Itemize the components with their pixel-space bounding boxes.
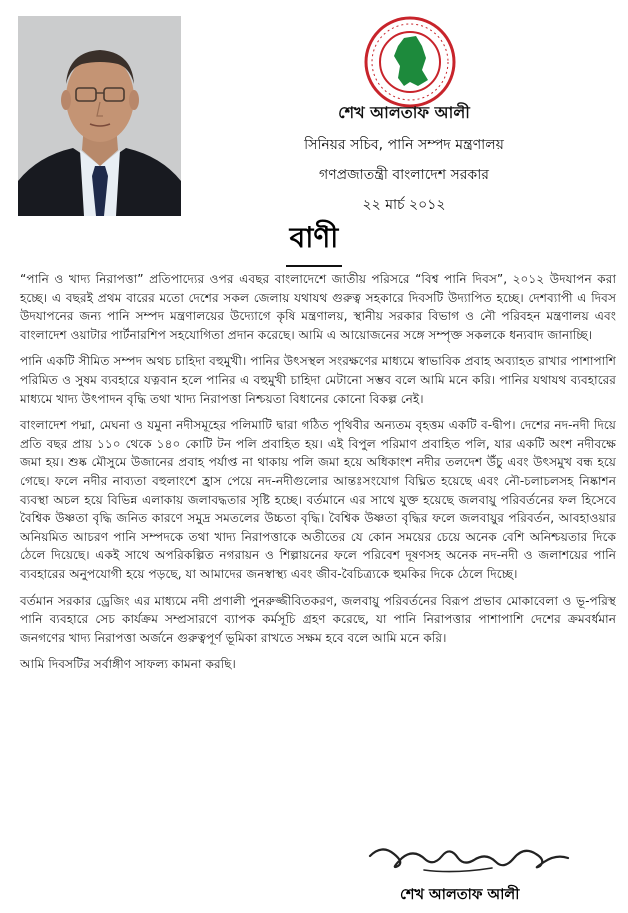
message-paragraph: বাংলাদেশ পদ্মা, মেঘনা ও যমুনা নদীসমূহের পলিমাটি দ্বারা গঠিত পৃথিবীর অন্যতম বৃহত্তম একটি ব-দ্বীপ। দেশের নদ-নদী দিয়ে প্রতি বছর প্রায় ১১০ থেকে ১৪০ কোটি টন পলি প্রবাহিত হয়। এই বিপুল পরিমাণ প্রবাহিত পলি, যার একটি অংশ নদীবক্ষে জমা হয়। শুষ্ক মৌসুমে উজানের প্রবাহ পর্যাপ্ত না থাকায় পলি জমা হয়ে অধিকাংশ নদীর তলদেশ উঁচু এবং উৎসমুখ বন্ধ হয়ে গেছে। ফলে নদীর নাব্যতা বহুলাংশে হ্রাস পেয়ে নদ-নদীগুলোর আন্তঃসংযোগ বিঘ্নিত হয়েছে এবং নৌ-চলাচলসহ নিষ্কাশন ব্যবস্থা অচল হয়ে বিভিন্ন এলাকায় জলাবদ্ধতার সৃষ্টি হচ্ছে। বর্তমানে এর সাথে যুক্ত হয়েছে জলবায়ু পরিবর্তনের ফল হিসেবে বৈশ্বিক উষ্ণতা বৃদ্ধি জনিত কারণে সমুদ্র সমতলের উচ্চতা বৃদ্ধি। বৈশ্বিক উষ্ণতা বৃদ্ধির ফলে জলবায়ুর পরিবর্তন, আবহাওয়ার অনিয়মিত আচরণ পানি সম্পদকে তথা খাদ্য নিরাপত্তাকে অতীতের যে কোন সময়ের চেয়ে অনেক বেশি অনিশ্চয়তার দিকে ঠেলে দিয়েছে। একই সাথে অপরিকল্পিত নগরায়ন ও শিল্পায়নের ফলে পরিবেশ দূষণসহ অনেক নদ-নদী ও জলাশয়ের পানি ব্যবহারের অনুপযোগী হয়ে পড়ছে, যা আমাদের জনস্বাস্থ্য এবং জীব-বৈচিত্র্যকে হুমকির দিকে ঠেলে দিচ্ছে।	[20, 418, 616, 581]
signature-image	[364, 836, 574, 880]
portrait-image	[18, 16, 181, 216]
message-date: ২২ মার্চ ২০১২	[362, 197, 446, 213]
page-title	[8, 216, 620, 267]
government-name: গণপ্রজাতন্ত্রী বাংলাদেশ সরকার	[319, 167, 489, 183]
signer-name: শেখ আলতাফ আলী	[400, 887, 520, 903]
bangladesh-government-seal-icon	[364, 16, 456, 108]
portrait-photo	[18, 16, 181, 216]
message-paragraph: বর্তমান সরকার ড্রেজিং এর মাধ্যমে নদী প্রণালী পুনরুজ্জীবিতকরণ, জলবায়ু পরিবর্তনের বিরূপ প্রভাব মোকাবেলা ও ভূ-পরিস্থ পানি ব্যবহারে সেচ কার্যক্রম সম্প্রসারণে ব্যাপক কর্মসূচি গ্রহণ করেছে, যা পানি নিরাপত্তার পাশাপাশি দেশের ক্রমবর্ধমান জনগণের খাদ্য নিরাপত্তা অর্জনে গুরুত্বপূর্ণ ভূমিকা রাখতে সক্ষম হবে বলে আমি মনে করি।	[20, 593, 616, 645]
author-designation: সিনিয়র সচিব, পানি সম্পদ মন্ত্রণালয়	[304, 137, 504, 153]
message-header	[188, 100, 620, 223]
message-paragraph: পানি একটি সীমিত সম্পদ অথচ চাহিদা বহুমুখী। পানির উৎসস্থল সংরক্ষণের মাধ্যমে স্বাভাবিক প্রবাহ অব্যাহত রাখার পাশাপাশি পরিমিত ও সুষম ব্যবহারে যত্নবান হলে পানির এ বহুমুখী চাহিদা মেটানো সম্ভব বলে আমি মনে করি। পানির যথাযথ ব্যবহারের মাধ্যমে খাদ্য উৎপাদন বৃদ্ধি তথা খাদ্য নিরাপত্তা নিশ্চয়তা বিধানের কোনো বিকল্প নেই।	[20, 354, 616, 406]
author-name: শেখ আলতাফ আলী	[338, 103, 470, 122]
message-paragraph: আমি দিবসটির সর্বাঙ্গীণ সাফল্য কামনা করছি।	[20, 657, 236, 672]
page-title-text: বাণী	[286, 216, 343, 267]
message-page	[8, 8, 620, 905]
message-paragraph: “পানি ও খাদ্য নিরাপত্তা” প্রতিপাদ্যের ওপর এবছর বাংলাদেশে জাতীয় পরিসরে “বিশ্ব পানি দিবস”, ২০১২ উদযাপন করা হচ্ছে। এ বছরই প্রথম বারের মতো দেশের সকল জেলায় যথাযথ গুরুত্ব সহকারে দিবসটি উদ্যাপিত হচ্ছে। দেশব্যাপী এ দিবস উদযাপনের জন্য পানি সম্পদ মন্ত্রণালয়ের উদ্যোগে কৃষি মন্ত্রণালয়, স্থানীয় সরকার বিভাগ ও নৌ পরিবহন মন্ত্রণালয় এবং বাংলাদেশ ওয়াটার পার্টনারশিপ সহযোগিতা প্রদান করেছে। আমি এ আয়োজনের সঙ্গে সম্পৃক্ত সকলকে ধন্যবাদ জানাচ্ছি।	[20, 272, 616, 342]
message-body	[20, 270, 616, 682]
